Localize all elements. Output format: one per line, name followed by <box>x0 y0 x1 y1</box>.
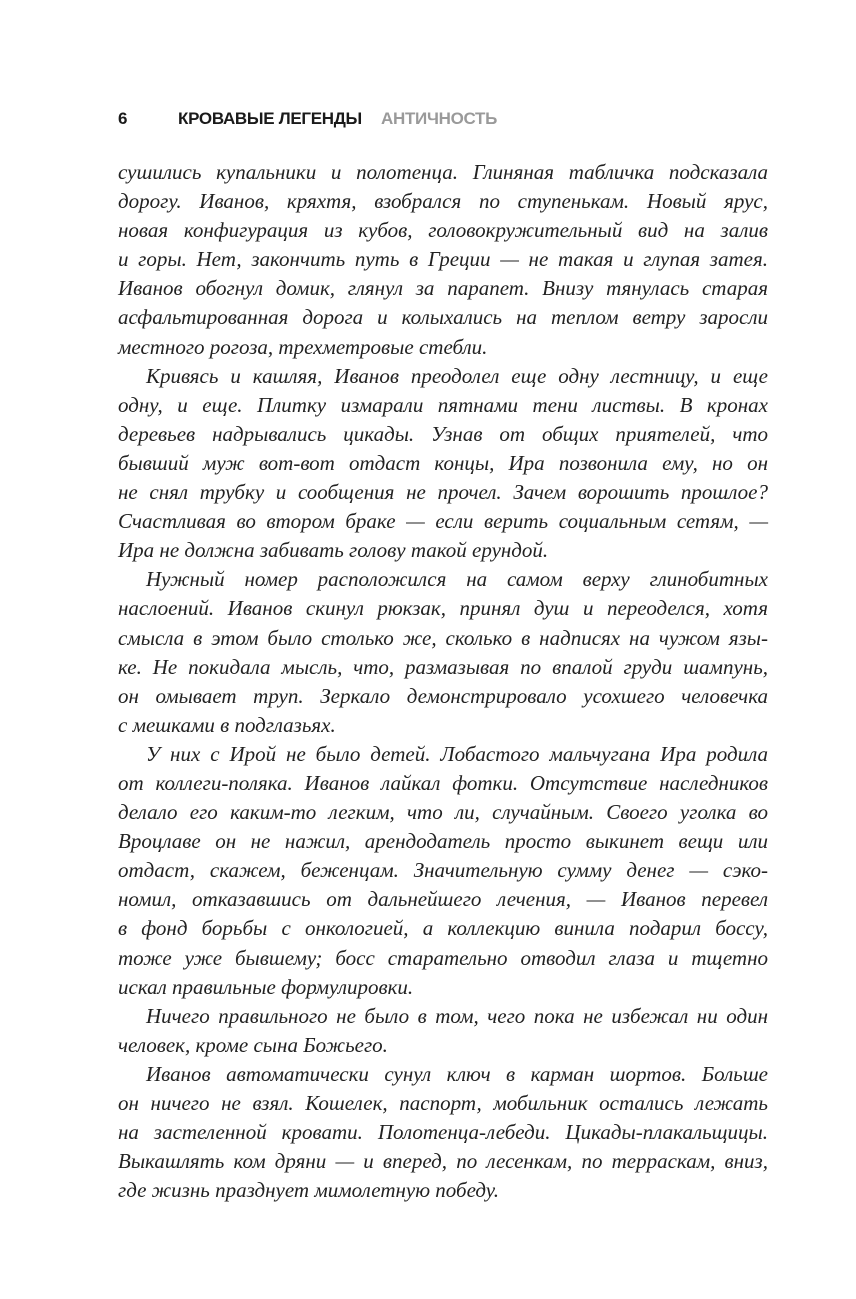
text-line: Иванов автоматически сунул ключ в карман шортов. Больше <box>146 1061 768 1086</box>
text-line: от коллеги-поляка. Иванов лайкал фотки. Отсутствие наследников <box>118 770 768 795</box>
text-line: человек, кроме сына Божьего. <box>118 1032 388 1057</box>
text-line: ке. Не покидала мысль, что, размазывая по впалой груди шампунь, <box>118 654 768 679</box>
text-line: Ира не должна забивать голову такой ерундой. <box>118 538 549 563</box>
paragraph <box>118 565 768 740</box>
text-line: Выкашлять ком дряни — и вперед, по лесенкам, по терраскам, вниз, <box>118 1149 768 1174</box>
text-line: деревьев надрывались цикады. Узнав от общих приятелей, что <box>118 421 768 446</box>
paragraph <box>118 1002 768 1060</box>
text-line: отдаст, скажем, беженцам. Значительную сумму денег — сэко- <box>118 858 768 883</box>
text-line: с мешками в подглазьях. <box>118 712 336 737</box>
paragraph <box>118 740 768 1002</box>
text-line: дорогу. Иванов, кряхтя, взобрался по ступенькам. Новый ярус, <box>118 189 768 214</box>
text-line: тоже уже бывшему; босс старательно отводил глаза и тщетно <box>118 945 768 970</box>
text-line: и горы. Нет, закончить путь в Греции — не такая и глупая затея. <box>118 247 768 272</box>
paragraph <box>118 1060 768 1205</box>
text-line: сушились купальники и полотенца. Глиняная табличка подсказала <box>118 160 768 184</box>
text-line: одну, и еще. Плитку измарали пятнами тени листвы. В кронах <box>118 392 768 417</box>
text-line: делало его каким-то легким, что ли, случайным. Своего уголка во <box>118 800 768 825</box>
text-line: бывший муж вот-вот отдаст концы, Ира позвонила ему, но он <box>118 450 768 475</box>
text-line: новая конфигурация из кубов, головокружительный вид на залив <box>118 218 768 243</box>
text-line: он ничего не взял. Кошелек, паспорт, мобильник остались лежать <box>118 1091 768 1115</box>
text-line: не снял трубку и сообщения не прочел. Зачем ворошить прошлое? <box>118 480 768 505</box>
section-title: АНТИЧНОСТЬ <box>381 109 498 128</box>
text-line: номил, отказавшись от дальнейшего лечения, — Иванов перевел <box>118 887 768 912</box>
text-line: Нужный номер расположился на самом верху глинобитных <box>146 567 768 592</box>
text-line: У них с Ирой не было детей. Лобастого мальчугана Ира родила <box>146 741 768 766</box>
text-line: асфальтированная дорога и колыхались на теплом ветру заросли <box>118 305 768 330</box>
text-line: искал правильные формулировки. <box>118 974 414 999</box>
text-line: в фонд борьбы с онкологией, а коллекцию винила подарил боссу, <box>118 916 768 941</box>
text-line: смысла в этом было столько же, сколько в надписях на чужом язы- <box>118 625 768 650</box>
text-line: Счастливая во втором браке — если верить социальным сетям, — <box>118 509 768 534</box>
text-line: Вроцлаве он не нажил, арендодатель просто выкинет вещи или <box>118 829 768 854</box>
text-line: где жизнь празднует мимолетную победу. <box>118 1178 499 1203</box>
page-body-text <box>118 158 768 1205</box>
text-line: наслоений. Иванов скинул рюкзак, принял душ и переоделся, хотя <box>118 596 768 621</box>
page-number: 6 <box>118 109 128 128</box>
paragraph <box>118 158 768 362</box>
text-line: Ничего правильного не было в том, чего пока не избежал ни один <box>146 1003 768 1028</box>
text-line: Кривясь и кашляя, Иванов преодолел еще одну лестницу, и еще <box>146 363 768 388</box>
text-line: он омывает труп. Зеркало демонстрировало усохшего человечка <box>118 683 768 708</box>
text-line: на застеленной кровати. Полотенца-лебеди. Цикады-плакальщицы. <box>118 1120 768 1145</box>
text-line: Иванов обогнул домик, глянул за парапет. Внизу тянулась старая <box>118 276 768 301</box>
text-line: местного рогоза, трехметровые стебли. <box>118 334 488 359</box>
book-title: КРОВАВЫЕ ЛЕГЕНДЫ <box>178 109 362 128</box>
paragraph <box>118 362 768 566</box>
